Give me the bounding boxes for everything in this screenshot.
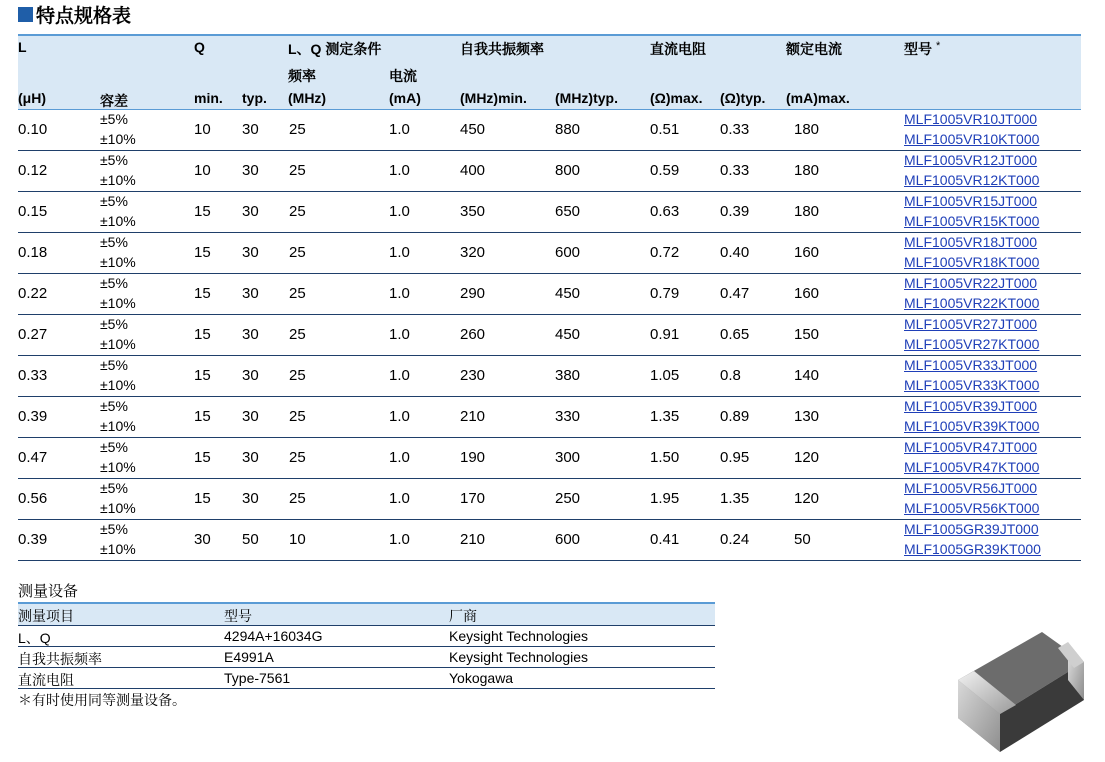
cell-qmin: 15 xyxy=(194,367,211,384)
col-curr: 电流 xyxy=(389,68,417,84)
cell-rtyp: 0.89 xyxy=(720,408,750,425)
cell-rmax: 1.95 xyxy=(650,490,680,507)
table-row xyxy=(18,479,1081,520)
cell-tol2: ±10% xyxy=(100,377,136,393)
col-cond: L、Q 测定条件 xyxy=(288,41,382,57)
cell-srfmin: 400 xyxy=(460,162,486,179)
col-rated: 额定电流 xyxy=(786,41,842,57)
cell-qtyp: 30 xyxy=(242,408,259,425)
cell-curr: 1.0 xyxy=(389,367,410,384)
part-number-link[interactable]: MLF1005VR12JT000 xyxy=(904,152,1038,168)
cell-tol1: ±5% xyxy=(100,439,128,455)
meas-col-item: 测量项目 xyxy=(18,608,74,624)
part-number-link[interactable]: MLF1005GR39KT000 xyxy=(904,541,1041,557)
cell-freq: 25 xyxy=(289,121,306,138)
cell-srfmin: 170 xyxy=(460,490,486,507)
cell-rated: 160 xyxy=(794,244,820,261)
cell-srfmin: 260 xyxy=(460,326,486,343)
cell-freq: 25 xyxy=(289,162,306,179)
table-row xyxy=(18,110,1081,151)
part-number-link[interactable]: MLF1005VR39JT000 xyxy=(904,398,1038,414)
cell-tol2: ±10% xyxy=(100,295,136,311)
cell-qmin: 15 xyxy=(194,203,211,220)
cell-qtyp: 50 xyxy=(242,531,259,548)
cell-rtyp: 0.65 xyxy=(720,326,750,343)
cell-tol1: ±5% xyxy=(100,398,128,414)
col-l: L xyxy=(18,39,27,55)
cell-l: 0.39 xyxy=(18,408,48,425)
spec-table-body xyxy=(18,110,1081,561)
cell-srftyp: 330 xyxy=(555,408,581,425)
cell-qmin: 15 xyxy=(194,244,211,261)
col-rtyp: (Ω)typ. xyxy=(720,90,766,106)
cell-tol1: ±5% xyxy=(100,480,128,496)
cell-tol1: ±5% xyxy=(100,111,128,127)
cell-qtyp: 30 xyxy=(242,285,259,302)
measurement-title: 测量设备 xyxy=(18,582,79,600)
spec-table xyxy=(18,34,1081,561)
cell-tol1: ±5% xyxy=(100,152,128,168)
cell-curr: 1.0 xyxy=(389,203,410,220)
part-number-link[interactable]: MLF1005VR15KT000 xyxy=(904,213,1040,229)
cell-curr: 1.0 xyxy=(389,408,410,425)
cell-freq: 25 xyxy=(289,449,306,466)
meas-maker: Yokogawa xyxy=(449,670,514,686)
cell-tol1: ±5% xyxy=(100,193,128,209)
cell-rtyp: 0.40 xyxy=(720,244,750,261)
cell-qtyp: 30 xyxy=(242,449,259,466)
cell-freq: 25 xyxy=(289,244,306,261)
cell-rmax: 1.35 xyxy=(650,408,680,425)
meas-item: 直流电阻 xyxy=(18,672,74,688)
cell-tol1: ±5% xyxy=(100,234,128,250)
measurement-row xyxy=(18,668,715,689)
part-number-link[interactable]: MLF1005VR22KT000 xyxy=(904,295,1040,311)
part-number-link[interactable]: MLF1005VR10JT000 xyxy=(904,111,1038,127)
cell-qtyp: 30 xyxy=(242,244,259,261)
cell-rmax: 0.72 xyxy=(650,244,680,261)
square-marker-icon xyxy=(18,7,33,22)
cell-freq: 25 xyxy=(289,326,306,343)
cell-rmax: 0.51 xyxy=(650,121,680,138)
meas-item: 自我共振频率 xyxy=(18,651,102,667)
col-freq: 频率 xyxy=(288,68,316,84)
col-uh: (μH) xyxy=(18,90,46,106)
cell-tol2: ±10% xyxy=(100,418,136,434)
cell-curr: 1.0 xyxy=(389,490,410,507)
table-row xyxy=(18,438,1081,479)
cell-rtyp: 0.8 xyxy=(720,367,741,384)
cell-rated: 140 xyxy=(794,367,820,384)
table-row xyxy=(18,520,1081,561)
cell-tol1: ±5% xyxy=(100,521,128,537)
table-row xyxy=(18,151,1081,192)
cell-freq: 25 xyxy=(289,203,306,220)
cell-rtyp: 1.35 xyxy=(720,490,750,507)
cell-freq: 25 xyxy=(289,285,306,302)
model-mark: * xyxy=(936,40,941,52)
table-row xyxy=(18,192,1081,233)
cell-l: 0.33 xyxy=(18,367,48,384)
cell-tol1: ±5% xyxy=(100,316,128,332)
chip-inductor-image xyxy=(950,630,1090,755)
cell-srfmin: 210 xyxy=(460,408,486,425)
cell-rtyp: 0.39 xyxy=(720,203,750,220)
cell-rated: 160 xyxy=(794,285,820,302)
cell-rated: 180 xyxy=(794,162,820,179)
cell-rtyp: 0.33 xyxy=(720,162,750,179)
cell-rtyp: 0.33 xyxy=(720,121,750,138)
col-ma: (mA) xyxy=(389,90,421,106)
cell-srftyp: 450 xyxy=(555,285,581,302)
part-number-link[interactable]: MLF1005VR56JT000 xyxy=(904,480,1038,496)
col-ratedmax: (mA)max. xyxy=(786,90,850,106)
measurement-header xyxy=(18,602,715,626)
cell-rmax: 1.05 xyxy=(650,367,680,384)
cell-qmin: 15 xyxy=(194,490,211,507)
cell-srfmin: 320 xyxy=(460,244,486,261)
cell-tol2: ±10% xyxy=(100,500,136,516)
measurement-row xyxy=(18,626,715,647)
col-tol: 容差 xyxy=(100,93,128,109)
cell-qtyp: 30 xyxy=(242,162,259,179)
cell-srfmin: 350 xyxy=(460,203,486,220)
cell-srftyp: 800 xyxy=(555,162,581,179)
cell-tol2: ±10% xyxy=(100,213,136,229)
part-number-link[interactable]: MLF1005VR18KT000 xyxy=(904,254,1040,270)
cell-rtyp: 0.47 xyxy=(720,285,750,302)
cell-l: 0.47 xyxy=(18,449,48,466)
cell-qmin: 30 xyxy=(194,531,211,548)
cell-l: 0.22 xyxy=(18,285,48,302)
cell-srftyp: 880 xyxy=(555,121,581,138)
cell-rmax: 0.63 xyxy=(650,203,680,220)
cell-curr: 1.0 xyxy=(389,162,410,179)
meas-item: L、Q xyxy=(18,630,51,646)
cell-srfmin: 230 xyxy=(460,367,486,384)
cell-rmax: 0.59 xyxy=(650,162,680,179)
cell-qmin: 15 xyxy=(194,408,211,425)
col-qtyp: typ. xyxy=(242,90,267,106)
page-title xyxy=(18,2,131,26)
part-number-link[interactable]: MLF1005VR27JT000 xyxy=(904,316,1038,332)
cell-srftyp: 380 xyxy=(555,367,581,384)
col-srf: 自我共振频率 xyxy=(460,41,544,57)
cell-tol2: ±10% xyxy=(100,131,136,147)
cell-tol2: ±10% xyxy=(100,336,136,352)
meas-maker: Keysight Technologies xyxy=(449,649,589,665)
cell-freq: 25 xyxy=(289,490,306,507)
cell-curr: 1.0 xyxy=(389,531,410,548)
cell-rmax: 0.91 xyxy=(650,326,680,343)
part-number-link[interactable]: MLF1005VR27KT000 xyxy=(904,336,1040,352)
col-qmin: min. xyxy=(194,90,223,106)
meas-model: E4991A xyxy=(224,649,274,665)
cell-rmax: 0.41 xyxy=(650,531,680,548)
cell-tol2: ±10% xyxy=(100,254,136,270)
cell-qmin: 15 xyxy=(194,449,211,466)
cell-srftyp: 450 xyxy=(555,326,581,343)
cell-srftyp: 600 xyxy=(555,531,581,548)
part-number-link[interactable]: MLF1005VR15JT000 xyxy=(904,193,1038,209)
cell-srftyp: 600 xyxy=(555,244,581,261)
cell-rated: 180 xyxy=(794,203,820,220)
col-srftyp: (MHz)typ. xyxy=(555,90,618,106)
cell-curr: 1.0 xyxy=(389,244,410,261)
part-number-link[interactable]: MLF1005VR33JT000 xyxy=(904,357,1038,373)
spec-table-header xyxy=(18,34,1081,110)
cell-rtyp: 0.95 xyxy=(720,449,750,466)
cell-qmin: 15 xyxy=(194,285,211,302)
part-number-link[interactable]: MLF1005VR56KT000 xyxy=(904,500,1040,516)
cell-tol2: ±10% xyxy=(100,459,136,475)
cell-srftyp: 250 xyxy=(555,490,581,507)
cell-rated: 130 xyxy=(794,408,820,425)
cell-rated: 120 xyxy=(794,449,820,466)
part-number-link[interactable]: MLF1005VR39KT000 xyxy=(904,418,1040,434)
meas-model: 4294A+16034G xyxy=(224,628,323,644)
part-number-link[interactable]: MLF1005VR12KT000 xyxy=(904,172,1040,188)
cell-l: 0.39 xyxy=(18,531,48,548)
table-row xyxy=(18,315,1081,356)
cell-l: 0.18 xyxy=(18,244,48,261)
cell-tol1: ±5% xyxy=(100,275,128,291)
cell-tol2: ±10% xyxy=(100,172,136,188)
cell-rated: 180 xyxy=(794,121,820,138)
meas-col-maker: 厂商 xyxy=(449,608,477,624)
cell-qtyp: 30 xyxy=(242,326,259,343)
part-number-link[interactable]: MLF1005VR47JT000 xyxy=(904,439,1038,455)
cell-srfmin: 450 xyxy=(460,121,486,138)
col-rdc: 直流电阻 xyxy=(650,41,706,57)
cell-l: 0.15 xyxy=(18,203,48,220)
cell-qtyp: 30 xyxy=(242,121,259,138)
table-row xyxy=(18,397,1081,438)
cell-rtyp: 0.24 xyxy=(720,531,750,548)
measurement-note: ＊有时使用同等测量设备。 xyxy=(18,693,186,709)
part-number-link[interactable]: MLF1005VR47KT000 xyxy=(904,459,1040,475)
page-title-text: 特点规格表 xyxy=(36,4,132,27)
col-model: 型号 xyxy=(904,41,932,57)
cell-tol2: ±10% xyxy=(100,541,136,557)
col-q: Q xyxy=(194,39,205,55)
meas-col-model: 型号 xyxy=(224,608,252,624)
cell-curr: 1.0 xyxy=(389,326,410,343)
cell-srftyp: 650 xyxy=(555,203,581,220)
cell-srfmin: 190 xyxy=(460,449,486,466)
cell-tol1: ±5% xyxy=(100,357,128,373)
cell-rated: 50 xyxy=(794,531,811,548)
meas-model: Type-7561 xyxy=(224,670,291,686)
cell-rated: 120 xyxy=(794,490,820,507)
measurement-row xyxy=(18,647,715,668)
meas-maker: Keysight Technologies xyxy=(449,628,589,644)
cell-qmin: 10 xyxy=(194,162,211,179)
cell-qtyp: 30 xyxy=(242,367,259,384)
cell-l: 0.12 xyxy=(18,162,48,179)
cell-l: 0.56 xyxy=(18,490,48,507)
cell-curr: 1.0 xyxy=(389,285,410,302)
cell-qmin: 10 xyxy=(194,121,211,138)
measurement-table xyxy=(18,602,715,689)
cell-srftyp: 300 xyxy=(555,449,581,466)
col-rmax: (Ω)max. xyxy=(650,90,703,106)
cell-curr: 1.0 xyxy=(389,449,410,466)
cell-l: 0.27 xyxy=(18,326,48,343)
part-number-link[interactable]: MLF1005VR10KT000 xyxy=(904,131,1040,147)
cell-freq: 10 xyxy=(289,531,306,548)
cell-freq: 25 xyxy=(289,367,306,384)
part-number-link[interactable]: MLF1005VR18JT000 xyxy=(904,234,1038,250)
cell-qtyp: 30 xyxy=(242,203,259,220)
table-row xyxy=(18,233,1081,274)
cell-rated: 150 xyxy=(794,326,820,343)
table-row xyxy=(18,274,1081,315)
cell-qtyp: 30 xyxy=(242,490,259,507)
cell-curr: 1.0 xyxy=(389,121,410,138)
cell-srfmin: 290 xyxy=(460,285,486,302)
cell-l: 0.10 xyxy=(18,121,48,138)
cell-rmax: 1.50 xyxy=(650,449,680,466)
col-srfmin: (MHz)min. xyxy=(460,90,527,106)
col-mhz: (MHz) xyxy=(288,90,327,106)
cell-qmin: 15 xyxy=(194,326,211,343)
part-number-link[interactable]: MLF1005VR22JT000 xyxy=(904,275,1038,291)
cell-srfmin: 210 xyxy=(460,531,486,548)
cell-rmax: 0.79 xyxy=(650,285,680,302)
part-number-link[interactable]: MLF1005VR33KT000 xyxy=(904,377,1040,393)
part-number-link[interactable]: MLF1005GR39JT000 xyxy=(904,521,1039,537)
cell-freq: 25 xyxy=(289,408,306,425)
table-row xyxy=(18,356,1081,397)
